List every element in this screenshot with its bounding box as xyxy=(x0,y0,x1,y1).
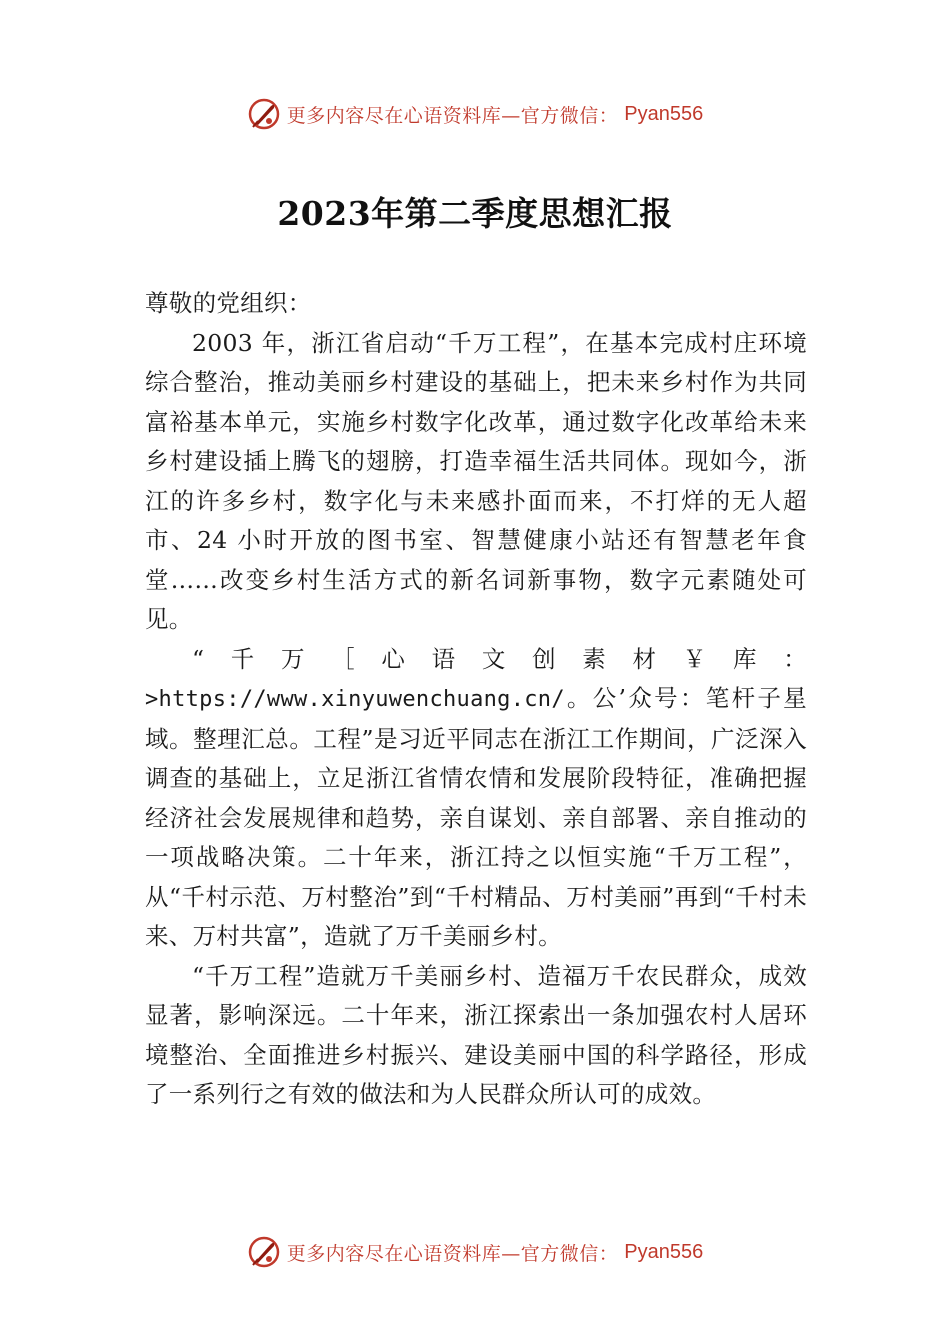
quill-pen-logo-icon xyxy=(247,97,281,131)
wechat-id: Pyan556 xyxy=(624,1240,704,1263)
paragraph-2-prefix: “千万［心语文创素材￥库： xyxy=(192,644,807,673)
paragraph-2 xyxy=(145,640,807,957)
paragraph-2-rest: 。公’众号：笔杆子星域。整理汇总。工程”是习近平同志在浙江工作期间，广泛深入调查的基础上，立足浙江省情农情和发展阶段特征，准确把握经济社会发展规律和趋势，亲自谋划、亲自部署、亲自推动的一项战略决策。二十年来，浙江持之以恒实施“千万工程”，从“千村示范、万村整治”到“千村精品、万村美丽”再到“千村未来、万村共富”，造就了万千美丽乡村。 xyxy=(145,684,807,950)
banner-text: 更多内容尽在心语资料库—官方微信： xyxy=(286,1242,619,1265)
page-title: 2023年第二季度思想汇报 xyxy=(277,194,673,233)
banner-text: 更多内容尽在心语资料库—官方微信： xyxy=(286,104,619,127)
salutation: 尊敬的党组织： xyxy=(145,289,312,317)
paragraph-3: “千万工程”造就万千美丽乡村、造福万千农民群众，成效显著，影响深远。二十年来，浙江探索出一条加强农村人居环境整治、全面推进乡村振兴、建设美丽中国的科学路径，形成了一系列行之有效的做法和为人民群众所认可的成效。 xyxy=(145,961,807,1108)
document-body xyxy=(145,284,807,1115)
wechat-id: Pyan556 xyxy=(624,102,704,125)
source-url: >https://www.xinyuwenchuang.cn/ xyxy=(145,687,565,712)
quill-pen-logo-icon xyxy=(247,1235,281,1269)
header-banner xyxy=(0,94,950,134)
footer-banner xyxy=(0,1232,950,1272)
paragraph-1: 2003 年，浙江省启动“千万工程”，在基本完成村庄环境综合整治，推动美丽乡村建设的基础上，把未来乡村作为共同富裕基本单元，实施乡村数字化改革，通过数字化改革给未来乡村建设插上腾飞的翅膀，打造幸福生活共同体。现如今，浙江的许多乡村，数字化与未来感扑面而来，不打烊的无人超市、24 小时开放的图书室、智慧健康小站还有智慧老年食堂……改变乡村生活方式的新名词新事物，数字元素随处可见。 xyxy=(145,328,807,633)
